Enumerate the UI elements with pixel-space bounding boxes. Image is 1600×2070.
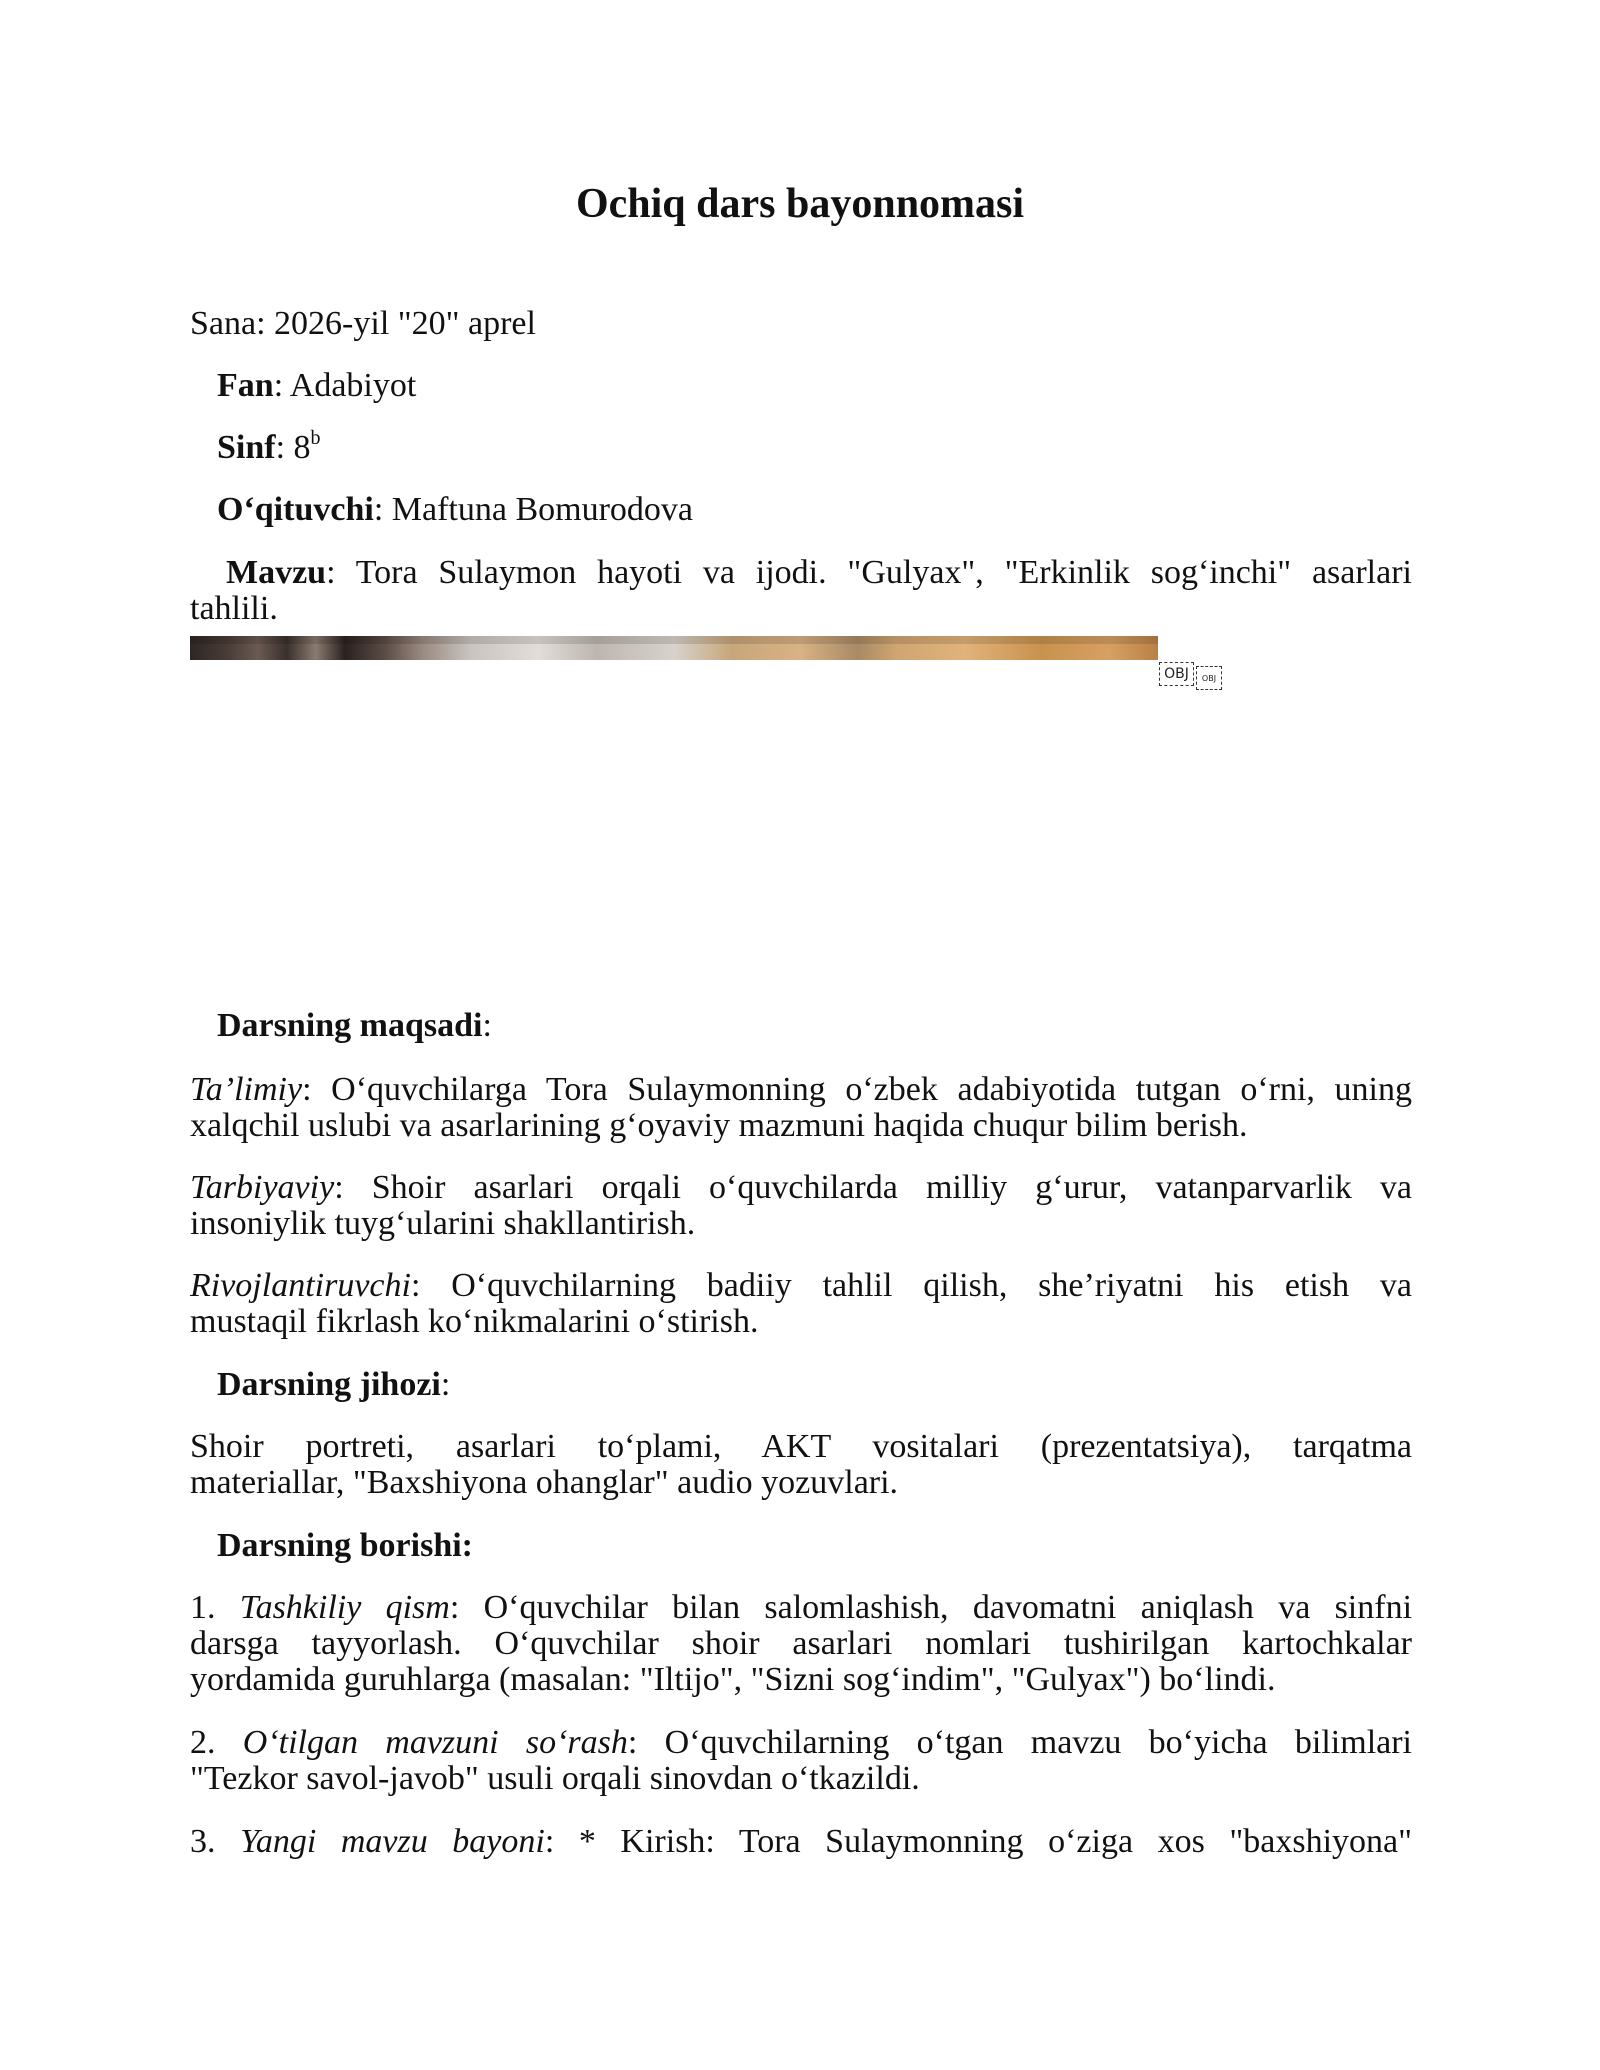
mavzu-text-2: tahlili. (190, 590, 278, 627)
item3-text-1: * Kirish: Tora Sulaymonning o‘ziga xos "baxshiyona" (578, 1823, 1413, 1860)
rivoj-label: Rivojlantiruvchi (190, 1267, 411, 1304)
teacher-label: O‘qituvchi (217, 491, 374, 528)
borishi-heading (217, 1528, 1412, 1564)
talimiy-text-2: xalqchil uslubi va asarlarining g‘oyaviy mazmuni haqida chuqur bilim berish. (190, 1107, 1248, 1144)
sinf-line: Sinf: 8$^b$ (217, 426, 321, 466)
item3-label: Yangi mavzu bayoni (240, 1823, 545, 1860)
jihoz-heading: Darsning jihozi: (217, 1366, 451, 1403)
tarbiyaviy-line-1: Tarbiyaviy: Shoir asarlari orqali o‘quvchilarda milliy g‘urur, vatanparvarlik va (190, 1169, 1412, 1206)
item3-number: 3. (190, 1823, 216, 1860)
item2-number: 2. (190, 1724, 216, 1761)
tarbiyaviy-text-2: insoniylik tuyg‘ularini shakllantirish. (190, 1205, 696, 1242)
item1-label: Tashkiliy qism (239, 1589, 450, 1626)
mavzu-text-1: Tora Sulaymon hayoti va ijodi. "Gulyax", "Erkinlik sog‘inchi" asarlari (355, 554, 1412, 591)
rivoj-text-2: mustaqil fikrlash ko‘nikmalarini o‘stirish. (190, 1303, 759, 1340)
item1-number: 1. (190, 1589, 216, 1626)
maqsad-heading: Darsning maqsadi: (217, 1007, 492, 1044)
item1-line-2 (190, 1626, 1412, 1662)
sana-value: 2026-yil "20" aprel (274, 305, 536, 342)
page-title: Ochiq dars bayonnomasi (575, 181, 1025, 227)
item1-text-1: O‘quvchilar bilan salomlashish, davomatni aniqlash va sinfni (483, 1589, 1413, 1626)
item2-label: O‘tilgan mavzuni so‘rash (242, 1724, 628, 1761)
fan-line: Fan: Adabiyot (217, 367, 417, 404)
mavzu-line-2 (190, 591, 1412, 627)
tarbiyaviy-text-1: Shoir asarlari orqali o‘quvchilarda milliy g‘urur, vatanparvarlik va (371, 1169, 1412, 1206)
cropped-photo (190, 636, 1158, 660)
jihoz-text-2: materiallar, "Baxshiyona ohanglar" audio yozuvlari. (190, 1464, 899, 1501)
sinf-superscript: b (310, 426, 321, 449)
talimiy-line-2 (190, 1108, 1412, 1144)
item2-text-2: "Tezkor savol-javob" usuli orqali sinovdan o‘tkazildi. (190, 1760, 920, 1797)
jihoz-line-1 (190, 1429, 1412, 1465)
tarbiyaviy-label: Tarbiyaviy (190, 1169, 335, 1206)
tarbiyaviy-line-2 (190, 1206, 1412, 1242)
fan-label: Fan (217, 367, 274, 404)
sana-label: Sana (190, 305, 257, 342)
embedded-object-placeholder: OBJ (1159, 662, 1194, 686)
item1-line-1: 1. Tashkiliy qism: O‘quvchilar bilan salomlashish, davomatni aniqlash va sinfni (190, 1589, 1413, 1626)
teacher-value: Maftuna Bomurodova (391, 491, 693, 528)
talimiy-line-1: Ta’limiy: O‘quvchilarga Tora Sulaymonning o‘zbek adabiyotida tutgan o‘rni, uning (190, 1071, 1412, 1108)
maqsad-heading-text: Darsning maqsadi (217, 1007, 483, 1044)
item3-line-1: 3. Yangi mavzu bayoni: * Kirish: Tora Sulaymonning o‘ziga xos "baxshiyona" (190, 1823, 1413, 1860)
jihoz-text-1: Shoir portreti, asarlari to‘plami, AKT vositalari (prezentatsiya), tarqatma (190, 1428, 1412, 1465)
mavzu-line: Mavzu: Tora Sulaymon hayoti va ijodi. "Gulyax", "Erkinlik sog‘inchi" asarlari (226, 554, 1412, 591)
item1-text-3: yordamida guruhlarga (masalan: "Iltijo", "Sizni sog‘indim", "Gulyax") bo‘lindi. (190, 1661, 1276, 1698)
item1-line-3 (190, 1662, 1412, 1698)
talimiy-label: Ta’limiy (190, 1071, 303, 1108)
item1-text-2: darsga tayyorlash. O‘quvchilar shoir asarlari nomlari tushirilgan kartochkalar (190, 1625, 1412, 1662)
embedded-object-placeholder-small: OBJ (1196, 666, 1222, 690)
item2-text-1: O‘quvchilarning o‘tgan mavzu bo‘yicha bilimlari (664, 1724, 1413, 1761)
sana-line: Sana: 2026-yil "20" aprel (190, 305, 536, 342)
borishi-heading-text: Darsning borishi: (217, 1527, 473, 1564)
rivoj-line-1: Rivojlantiruvchi: O‘quvchilarning badiiy tahlil qilish, she’riyatni his etish va (190, 1267, 1413, 1304)
talimiy-text-1: O‘quvchilarga Tora Sulaymonning o‘zbek adabiyotida tutgan o‘rni, uning (331, 1071, 1412, 1108)
fan-value: Adabiyot (289, 367, 417, 404)
teacher-line: O‘qituvchi: Maftuna Bomurodova (217, 491, 693, 528)
item2-line-1: 2. O‘tilgan mavzuni so‘rash: O‘quvchilarning o‘tgan mavzu bo‘yicha bilimlari (190, 1724, 1413, 1761)
item2-line-2 (190, 1761, 1412, 1797)
rivoj-text-1: O‘quvchilarning badiiy tahlil qilish, she’riyatni his etish va (451, 1267, 1413, 1304)
rivoj-line-2 (190, 1304, 1412, 1340)
sinf-value: 8 (293, 429, 311, 466)
mavzu-label: Mavzu (226, 554, 327, 591)
jihoz-heading-text: Darsning jihozi (217, 1366, 441, 1403)
sinf-label: Sinf (217, 429, 276, 466)
jihoz-line-2 (190, 1465, 1412, 1501)
